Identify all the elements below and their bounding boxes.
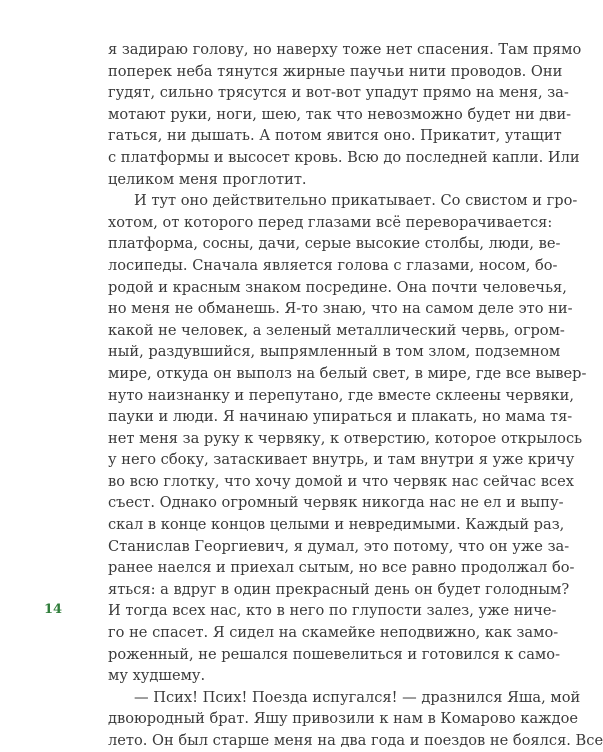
text-line: хотом, от которого перед глазами всё переворачивается: (108, 213, 553, 231)
text-line: — Псих! Псих! Поезда испугался! — дразнился Яша, мой (134, 688, 581, 706)
text-line: во всю глотку, что хочу домой и что червяк нас сейчас всех (108, 472, 574, 490)
text-line: пауки и люди. Я начинаю упираться и плакать, но мама тя- (108, 408, 573, 426)
text-line: нуто наизнанку и перепутано, где вместе склеены червяки, (108, 386, 575, 404)
text-line: И тогда всех нас, кто в него по глупости залез, уже ниче- (108, 602, 557, 620)
text-line: мотают руки, ноги, шею, так что невозможно будет ни дви- (108, 105, 572, 123)
text-line: лето. Он был старше меня на два года и поездов не боялся. Все (108, 732, 603, 749)
text-line: родой и красным знаком посредине. Она почти человечья, (108, 278, 567, 296)
text-line: роженный, не решался пошевелиться и готовился к само- (108, 645, 561, 663)
text-line: го не спасет. Я сидел на скамейке неподвижно, как замо- (108, 624, 559, 642)
text-line: И тут оно действительно прикатывает. Со свистом и гро- (134, 192, 578, 210)
page-number: 14 (44, 602, 63, 617)
text-line: двоюродный брат. Яшу привозили к нам в Комарово каждое (108, 710, 578, 728)
body-text (108, 39, 603, 752)
text-line: гудят, сильно трясутся и вот-вот упадут прямо на меня, за- (108, 84, 569, 102)
text-line: яться: а вдруг в один прекрасный день он будет голодным? (108, 580, 570, 598)
text-line: платформа, сосны, дачи, серые высокие столбы, люди, ве- (108, 235, 561, 253)
text-line: нет меня за руку к червяку, к отверстию, которое открылось (108, 429, 583, 447)
text-line: гаться, ни дышать. А потом явится оно. Прикатит, утащит (108, 127, 562, 145)
text-line: скал в конце концов целыми и невредимыми. Каждый раз, (108, 516, 565, 534)
text-line: какой не человек, а зеленый металлический червь, огром- (108, 321, 565, 339)
text-line: мире, откуда он выполз на белый свет, в мире, где все вывер- (108, 364, 587, 382)
text-line: но меня не обманешь. Я-то знаю, что на самом деле это ни- (108, 300, 573, 318)
text-line: поперек неба тянутся жирные паучьи нити проводов. Они (108, 62, 563, 80)
text-line: лосипеды. Сначала является голова с глазами, носом, бо- (108, 256, 558, 274)
text-line: я задираю голову, но наверху тоже нет спасения. Там прямо (108, 41, 582, 58)
text-line: целиком меня проглотит. (108, 170, 307, 188)
text-line: Станислав Георгиевич, я думал, это потому, что он уже за- (108, 537, 570, 555)
text-line: ранее наелся и приехал сытым, но все равно продолжал бо- (108, 559, 575, 577)
text-line: у него сбоку, затаскивает внутрь, и там внутри я уже кричу (108, 451, 575, 469)
text-line: му худшему. (108, 667, 206, 685)
text-line: ный, раздувшийся, выпрямленный в том злом, подземном (108, 343, 561, 361)
text-line: съест. Однако огромный червяк никогда нас не ел и выпу- (108, 494, 564, 512)
text-line: с платформы и высосет кровь. Всю до последней капли. Или (108, 148, 580, 166)
